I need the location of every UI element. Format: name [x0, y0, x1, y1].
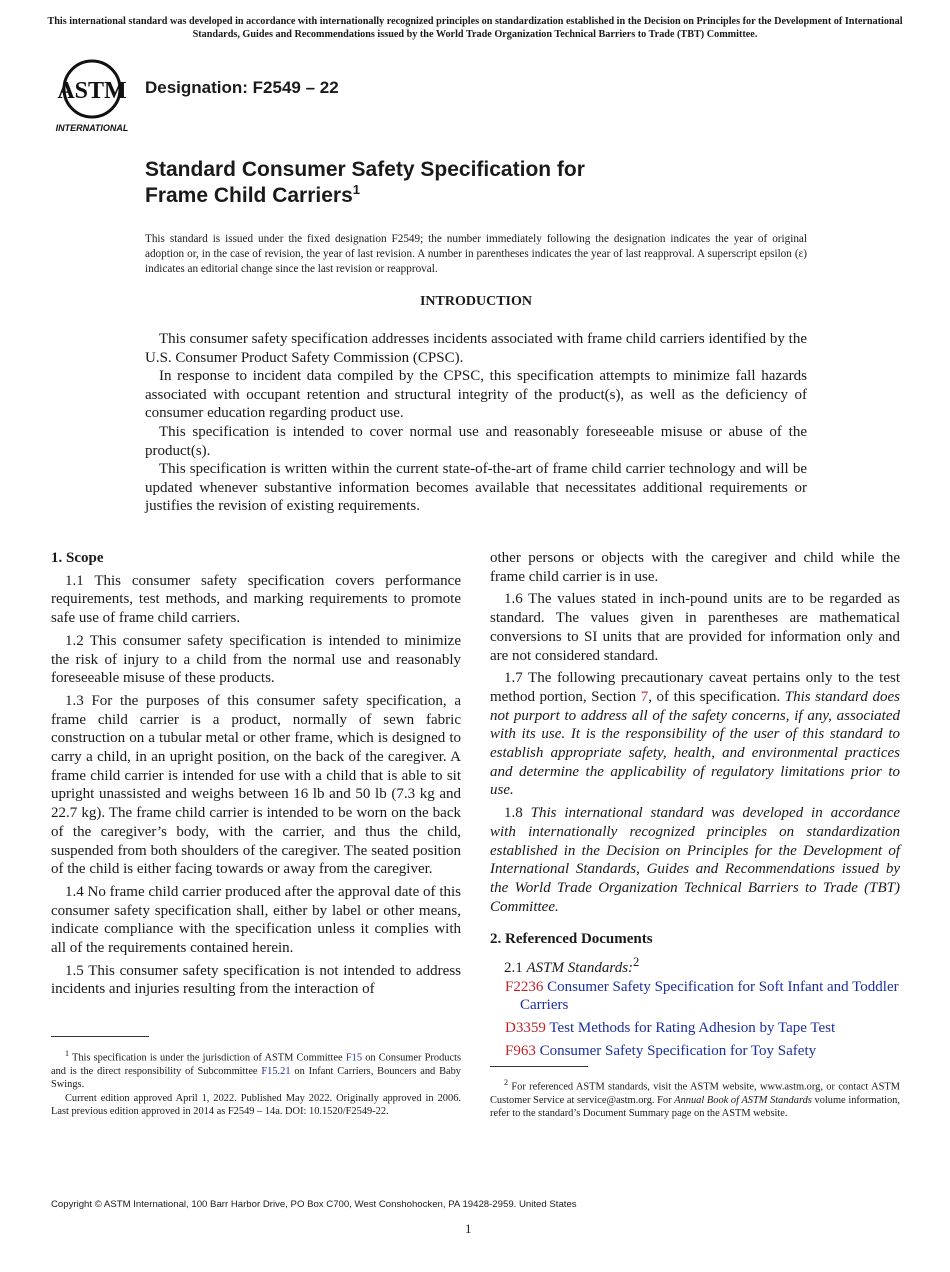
intro-paragraph: This specification is written within the current state-of-the-art of frame child carrier technology and will be updated whenever substantive information becomes available that necessitates additional requirements or justifies the revision of existing requirements.: [145, 461, 807, 515]
footnote-2-mark[interactable]: 2: [633, 955, 640, 970]
reference-item[interactable]: [490, 1042, 900, 1061]
intro-paragraph: In response to incident data compiled by the CPSC, this specification attempts to minimize fall hazards associated with occupant retention and structural integrity of the product(s), as well as the deficiency of consumer education regarding product use.: [145, 368, 807, 422]
logo-subtitle: INTERNATIONAL: [55, 123, 129, 133]
section-1-1: 1.1 This consumer safety specification covers performance requirements, test methods, and marking requirements to promote safe use of frame child carriers.: [51, 572, 461, 627]
section-1-2: 1.2 This consumer safety specification is intended to minimize the risk of injury to a child from the normal use and reasonably foreseeable misuse of these products.: [51, 632, 461, 687]
title-footnote-mark[interactable]: 1: [352, 182, 360, 197]
reference-title[interactable]: Test Methods for Rating Adhesion by Tape Test: [549, 1020, 836, 1037]
introduction-heading: INTRODUCTION: [419, 294, 532, 309]
right-column: [490, 549, 900, 1065]
footnote-1: [51, 1047, 461, 1119]
referenced-documents-heading: 2. Referenced Documents: [490, 931, 653, 948]
footnote-1-mark: 1: [65, 1049, 69, 1058]
introduction-body: [145, 330, 807, 516]
issued-note: This standard is issued under the fixed designation F2549; the number immediately following the designation indicates the year of original adoption or, in the case of revision, the year of last revision. A number in parentheses indicates the year of last reapproval. A superscript epsilon (ε) indicates an editorial change since the last revision or reapproval.: [145, 233, 807, 275]
tbt-notice: This international standard was developed in accordance with internationally recognized principles on standardization established in the Decision on Principles for the Development of International Standards, Guides and Recommendations issued by the World Trade Organization Technical Barriers to Trade (TBT) Committee.: [47, 16, 903, 40]
section-1-8-text: This international standard was developed in accordance with internationally recognized principles on standardization established in the Decision on Principles for the Development of International Standards, Guides and Recommendations issued by the World Trade Organization Technical Barriers to Trade (TBT) Committee.: [490, 805, 901, 915]
reference-code[interactable]: F2236: [505, 978, 544, 995]
reference-item[interactable]: [490, 978, 900, 1015]
astm-standards-label: ASTM Standards:: [526, 960, 634, 977]
footnote-1-text: [51, 1047, 461, 1092]
footnote-2: [490, 1076, 900, 1121]
footnote-text: This specification is under the jurisdiction of ASTM Committee: [69, 1052, 346, 1064]
section-1-7-caveat: This standard does not purport to address all of the safety concerns, if any, associated with its use. It is the responsibility of the user of this standard to establish appropriate safety, health, and environmental practices and determine the applicability of regulatory limitations prior to use.: [490, 688, 900, 799]
scope-heading: 1. Scope: [51, 550, 104, 566]
title-line-2: Frame Child Carriers: [145, 184, 353, 207]
section-7-link[interactable]: 7: [640, 688, 649, 705]
footnote-2-text: [490, 1076, 900, 1121]
footnote-text: on Consumer Products and is the direct responsibility of Subcommittee: [51, 1052, 462, 1077]
section-1-8-number: 1.8: [504, 805, 531, 822]
footnote-divider: [490, 1066, 588, 1067]
section-1-7: [490, 669, 900, 800]
logo-letters: ASTM: [57, 78, 127, 104]
astm-logo: [52, 57, 136, 135]
reference-item[interactable]: [490, 1019, 900, 1038]
designation: Designation: F2549 – 22: [145, 78, 339, 97]
page-number: 1: [465, 1221, 472, 1236]
footnote-text: For referenced ASTM standards, visit the ASTM website, www.astm.org, or contact ASTM Customer Service at service@astm.org. For: [490, 1081, 900, 1106]
section-1-7-text: , of this specification.: [648, 688, 785, 705]
annual-book-title: Annual Book of ASTM Standards: [674, 1094, 812, 1106]
section-1-3: 1.3 For the purposes of this consumer safety specification, a frame child carrier is a product, normally of sewn fabric construction on a tubular metal or other frame, which is designed to carry a child, in an upright position, on the back of the caregiver. A frame child carrier is intended for use with a child that is able to sit upright unassisted and weighs between 16 lb and 50 lb (7.3 kg and 22.7 kg). The frame child carrier is intended to be worn on the back of the caregiver’s body, with the carrier, and thus the child, suspended from both shoulders of the caregiver. The seated position of the child is either facing towards or away from the caregiver.: [51, 692, 461, 878]
reference-code[interactable]: F963: [505, 1042, 536, 1059]
left-column: [51, 549, 461, 1003]
committee-f15-link[interactable]: F15: [345, 1052, 363, 1064]
copyright-line: Copyright © ASTM International, 100 Barr Harbor Drive, PO Box C700, West Conshohocken, PA 19428-2959. United States: [51, 1199, 577, 1210]
footnote-divider: [51, 1036, 149, 1037]
subcommittee-f15-21-link[interactable]: F15.21: [261, 1065, 291, 1077]
reference-code[interactable]: D3359: [505, 1020, 546, 1037]
footnote-2-number: 2: [504, 1078, 508, 1087]
intro-paragraph: This consumer safety specification addresses incidents associated with frame child carriers identified by the U.S. Consumer Product Safety Commission (CPSC).: [145, 331, 807, 366]
reference-title[interactable]: Consumer Safety Specification for Soft Infant and Toddler Carriers: [520, 978, 899, 1014]
footnote-text: volume information, refer to the standard’s Document Summary page on the ASTM website.: [490, 1094, 900, 1120]
section-1-8: [490, 804, 900, 916]
reference-title[interactable]: Consumer Safety Specification for Toy Safety: [539, 1042, 817, 1059]
section-1-4: 1.4 No frame child carrier produced after the approval date of this consumer safety specification shall, either by label or other means, indicate compliance with the specification unless it complies with all of the requirements contained herein.: [51, 883, 461, 957]
section-1-5-start: 1.5 This consumer safety specification is not intended to address incidents and injuries resulting from the interaction of: [51, 962, 461, 998]
intro-paragraph: This specification is intended to cover normal use and reasonably foreseeable misuse or abuse of the product(s).: [145, 423, 807, 459]
footnote-text: on Infant Carriers, Bouncers and Baby Swings.: [51, 1065, 461, 1091]
edition-note: Current edition approved April 1, 2022. Published May 2022. Originally approved in 2006. Last previous edition approved in 2014 as F2549 – 14a. DOI: 10.1520/F2549-22.: [51, 1092, 461, 1118]
section-1-5-cont: other persons or objects with the caregiver and child while the frame child carrier is in use.: [490, 550, 900, 585]
title-line-1: Standard Consumer Safety Specification for: [145, 158, 585, 181]
section-2-1: [490, 953, 900, 978]
section-1-6: 1.6 The values stated in inch-pound units are to be regarded as standard. The values given in parentheses are mathematical conversions to SI units that are provided for information only and are not considered standard.: [490, 591, 900, 664]
document-title: [145, 157, 745, 209]
section-1-7-text: 1.7 The following precautionary caveat pertains only to the test method portion, Section: [490, 670, 900, 705]
section-2-1-number: 2.1: [504, 960, 527, 977]
